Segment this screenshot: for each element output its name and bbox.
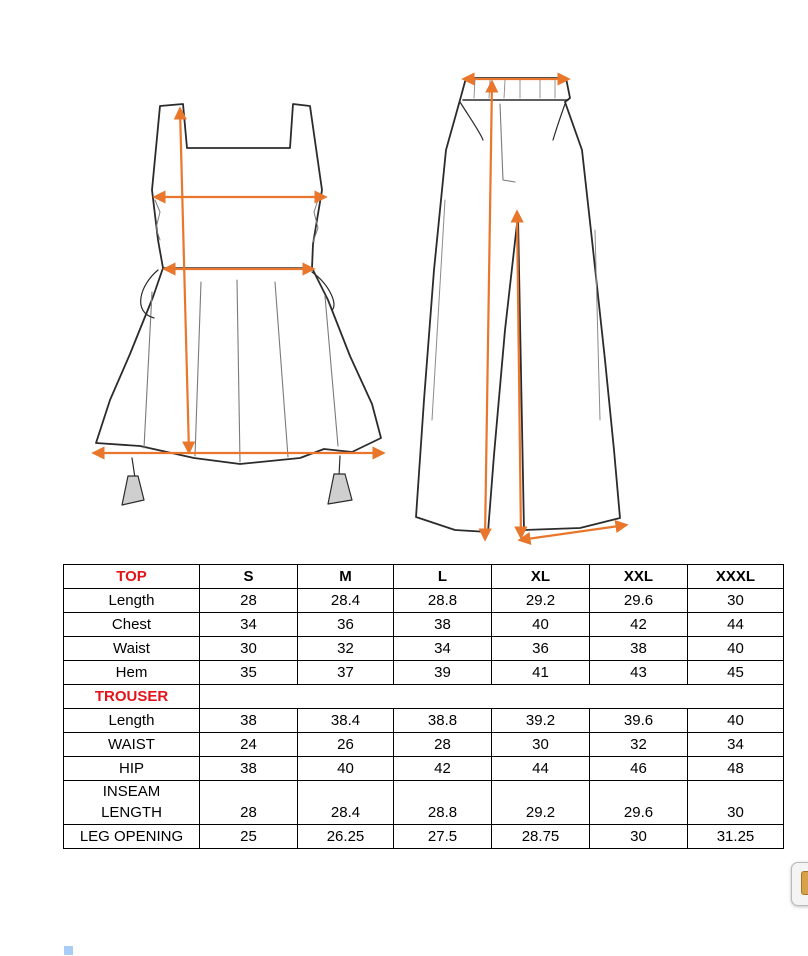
table-row — [64, 757, 784, 781]
table-cell: 38 — [200, 709, 298, 733]
table-cell: 42 — [394, 757, 492, 781]
table-row — [64, 709, 784, 733]
table-cell: 32 — [298, 637, 394, 661]
row-label: LEG OPENING — [64, 825, 200, 849]
table-cell: 26.25 — [298, 825, 394, 849]
size-header: XXXL — [688, 565, 784, 589]
table-cell: 28 — [200, 781, 298, 825]
table-cell: 30 — [590, 825, 688, 849]
table-cell: 28.4 — [298, 781, 394, 825]
table-cell: 40 — [492, 613, 590, 637]
trouser-heading-row — [64, 685, 784, 709]
size-header: XXL — [590, 565, 688, 589]
table-cell: 30 — [492, 733, 590, 757]
table-cell: 39.2 — [492, 709, 590, 733]
trouser-section-heading: TROUSER — [64, 685, 200, 709]
row-label: WAIST — [64, 733, 200, 757]
table-cell: 30 — [688, 589, 784, 613]
row-label: Chest — [64, 613, 200, 637]
table-cell: 29.2 — [492, 781, 590, 825]
table-cell: 39 — [394, 661, 492, 685]
row-label: Length — [64, 709, 200, 733]
table-cell: 40 — [298, 757, 394, 781]
table-cell: 48 — [688, 757, 784, 781]
table-cell: 29.6 — [590, 589, 688, 613]
size-header: S — [200, 565, 298, 589]
table-cell: 38.4 — [298, 709, 394, 733]
table-cell: 25 — [200, 825, 298, 849]
table-cell: 38 — [200, 757, 298, 781]
size-header: XL — [492, 565, 590, 589]
table-cell: 41 — [492, 661, 590, 685]
table-cell: 42 — [590, 613, 688, 637]
clipboard-widget-button[interactable] — [791, 862, 808, 906]
table-cell: 32 — [590, 733, 688, 757]
table-cell: 46 — [590, 757, 688, 781]
table-cell: 26 — [298, 733, 394, 757]
table-cell: 28.8 — [394, 781, 492, 825]
table-cell: 27.5 — [394, 825, 492, 849]
size-chart-table — [63, 564, 784, 849]
size-header-row — [64, 565, 784, 589]
top-section-heading: TOP — [64, 565, 200, 589]
table-cell: 44 — [492, 757, 590, 781]
row-label: Hem — [64, 661, 200, 685]
table-cell: 38 — [590, 637, 688, 661]
table-cell: 29.6 — [590, 781, 688, 825]
row-label: Length — [64, 589, 200, 613]
table-cell: 28.8 — [394, 589, 492, 613]
table-cell: 40 — [688, 709, 784, 733]
row-label: Waist — [64, 637, 200, 661]
clipboard-icon — [801, 871, 808, 895]
table-cell: 24 — [200, 733, 298, 757]
table-cell: 44 — [688, 613, 784, 637]
row-label — [64, 781, 200, 825]
table-cell: 34 — [688, 733, 784, 757]
selection-marker — [64, 946, 73, 955]
table-row — [64, 825, 784, 849]
table-cell: 38 — [394, 613, 492, 637]
top-garment-drawing — [96, 104, 381, 505]
table-row — [64, 733, 784, 757]
table-cell: 34 — [200, 613, 298, 637]
table-cell: 36 — [492, 637, 590, 661]
table-cell: 43 — [590, 661, 688, 685]
table-row — [64, 781, 784, 825]
row-label: HIP — [64, 757, 200, 781]
trouser-measurement-arrows — [464, 79, 626, 540]
size-header: M — [298, 565, 394, 589]
row-label-line: LENGTH — [101, 804, 162, 821]
table-cell: 28 — [394, 733, 492, 757]
table-cell: 39.6 — [590, 709, 688, 733]
table-cell: 29.2 — [492, 589, 590, 613]
table-cell: 30 — [200, 637, 298, 661]
table-row — [64, 589, 784, 613]
table-cell: 38.8 — [394, 709, 492, 733]
table-cell: 36 — [298, 613, 394, 637]
empty-merged-cell — [200, 685, 784, 709]
row-label-line: INSEAM — [102, 783, 161, 800]
table-cell: 45 — [688, 661, 784, 685]
table-cell: 37 — [298, 661, 394, 685]
size-header: L — [394, 565, 492, 589]
table-cell: 31.25 — [688, 825, 784, 849]
table-cell: 40 — [688, 637, 784, 661]
table-cell: 28.4 — [298, 589, 394, 613]
table-row — [64, 661, 784, 685]
table-cell: 34 — [394, 637, 492, 661]
table-cell: 28 — [200, 589, 298, 613]
table-cell: 35 — [200, 661, 298, 685]
table-cell: 28.75 — [492, 825, 590, 849]
table-row — [64, 637, 784, 661]
table-cell: 30 — [688, 781, 784, 825]
table-row — [64, 613, 784, 637]
garment-measurement-illustration — [60, 60, 650, 550]
